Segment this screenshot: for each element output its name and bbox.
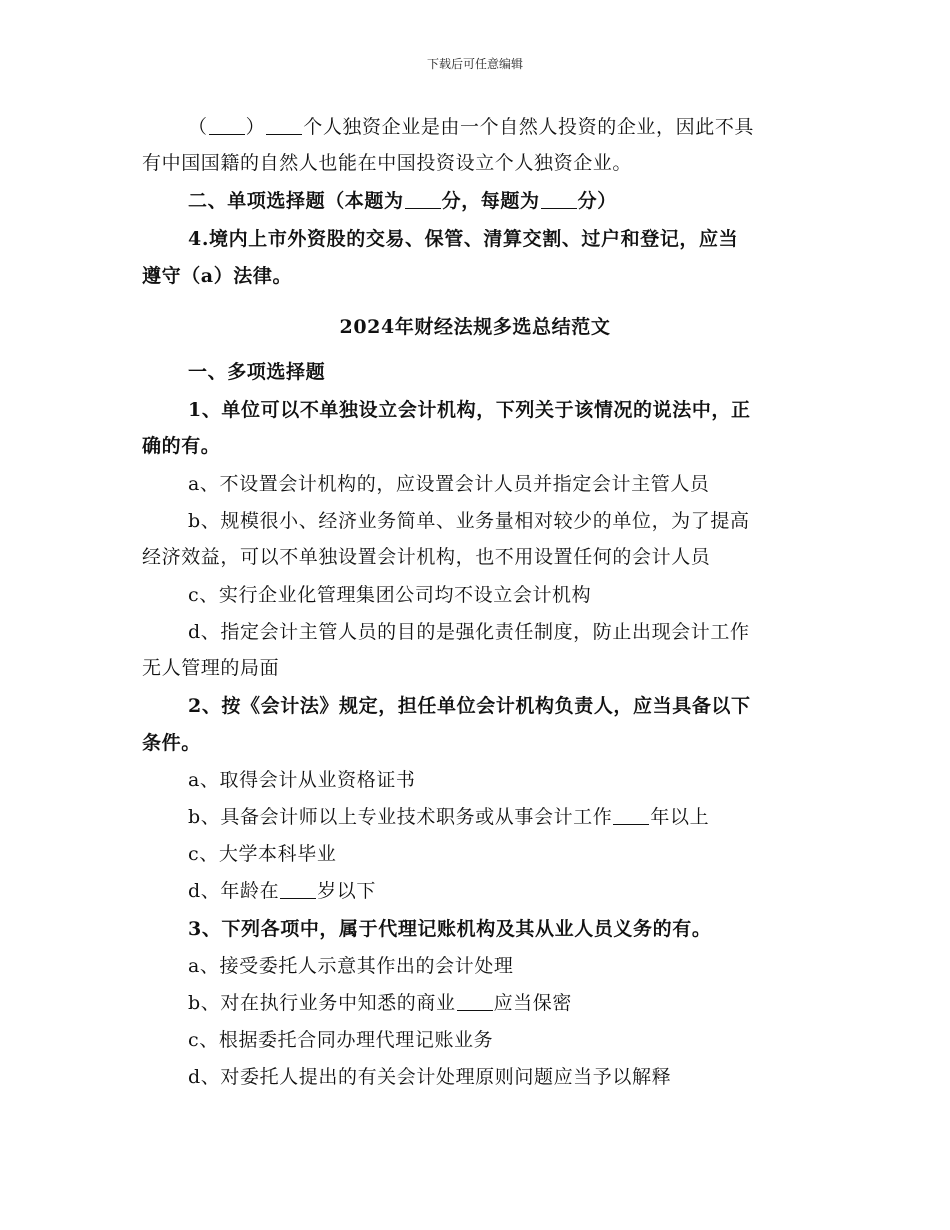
document-title: 2024年财经法规多选总结范文 <box>339 316 611 338</box>
question-2-option-d <box>188 877 828 905</box>
question-4-line-2: 遵守（a）法律。 <box>142 265 293 287</box>
question-1-option-b-line-2: 经济效益，可以不单独设置会计机构，也不用设置任何的会计人员 <box>142 546 711 568</box>
score-blank <box>405 188 441 209</box>
question-1-option-a: a、不设置会计机构的，应设置会计人员并指定会计主管人员 <box>188 473 710 495</box>
intro-mid: ） <box>245 116 266 138</box>
section-2-heading <box>188 187 828 215</box>
question-2-option-b-post: 年以上 <box>650 806 710 828</box>
question-3-option-b-post: 应当保密 <box>493 992 572 1014</box>
question-2-option-a: a、取得会计从业资格证书 <box>188 769 416 791</box>
question-2-option-c: c、大学本科毕业 <box>188 843 337 865</box>
question-2-option-d-pre: d、年龄在 <box>188 880 280 902</box>
page-header: 下载后可任意编辑 <box>426 57 523 71</box>
section-2-part-3: 分） <box>577 190 617 212</box>
intro-prefix: （ <box>188 116 208 138</box>
question-3-line-1: 3、下列各项中，属于代理记账机构及其从业人员义务的有。 <box>188 918 712 940</box>
question-2-line-2: 条件。 <box>142 732 201 754</box>
question-1-line-1: 1、单位可以不单独设立会计机构，下列关于该情况的说法中，正 <box>188 399 751 421</box>
question-1-line-2: 确的有。 <box>142 435 221 457</box>
intro-line-2: 有中国国籍的自然人也能在中国投资设立个人独资企业。 <box>142 152 633 174</box>
question-1-option-b-line-1: b、规模很小、经济业务简单、业务量相对较少的单位，为了提高 <box>188 510 750 532</box>
answer-blank <box>613 804 649 825</box>
question-3-option-c: c、根据委托合同办理代理记账业务 <box>188 1029 494 1051</box>
question-3-option-d: d、对委托人提出的有关会计处理原则问题应当予以解释 <box>188 1066 672 1088</box>
question-3-option-b-pre: b、对在执行业务中知悉的商业 <box>188 992 456 1014</box>
question-2-option-d-post: 岁以下 <box>317 880 376 902</box>
question-1-option-c: c、实行企业化管理集团公司均不设立会计机构 <box>188 584 592 606</box>
section-2-part-2: 分，每题为 <box>441 190 540 212</box>
section-1-heading: 一、多项选择题 <box>188 361 326 383</box>
question-1-option-d-line-1: d、指定会计主管人员的目的是强化责任制度，防止出现会计工作 <box>188 621 750 643</box>
score-blank <box>541 188 577 209</box>
question-3-option-b <box>188 989 828 1017</box>
answer-blank <box>280 878 316 899</box>
answer-blank <box>266 114 302 135</box>
section-2-part-1: 二、单项选择题（本题为 <box>188 190 404 212</box>
intro-text-a: 个人独资企业是由一个自然人投资的企业，因此不具 <box>303 116 755 138</box>
question-2-option-b-pre: b、具备会计师以上专业技术职务或从事会计工作 <box>188 806 613 828</box>
question-2-option-b <box>188 803 828 831</box>
question-1-option-d-line-2: 无人管理的局面 <box>142 657 280 679</box>
answer-blank <box>209 114 245 135</box>
question-2-line-1: 2、按《会计法》规定，担任单位会计机构负责人，应当具备以下 <box>188 695 751 717</box>
question-3-option-a: a、接受委托人示意其作出的会计处理 <box>188 955 514 977</box>
intro-line-1 <box>188 113 828 141</box>
answer-blank <box>457 990 493 1011</box>
question-4-line-1: 4.境内上市外资股的交易、保管、清算交割、过户和登记，应当 <box>188 228 739 250</box>
